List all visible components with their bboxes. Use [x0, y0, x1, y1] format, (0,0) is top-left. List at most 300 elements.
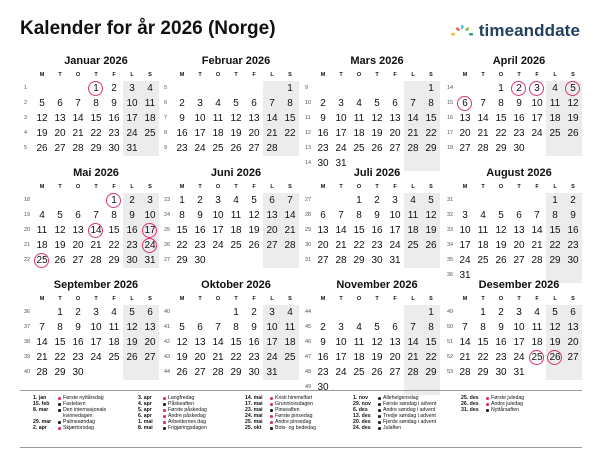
calendar-day[interactable]: 30: [495, 367, 507, 378]
calendar-day[interactable]: 20: [248, 128, 260, 139]
calendar-day[interactable]: 3: [534, 83, 540, 94]
calendar-day[interactable]: 26: [176, 367, 188, 378]
calendar-day[interactable]: 16: [126, 225, 138, 236]
calendar-day[interactable]: 20: [266, 225, 278, 236]
calendar-day[interactable]: 12: [495, 225, 507, 236]
calendar-day[interactable]: 14: [459, 337, 471, 348]
calendar-day[interactable]: 3: [93, 307, 99, 318]
calendar-day[interactable]: 10: [90, 322, 102, 333]
calendar-day[interactable]: 22: [90, 128, 102, 139]
calendar-day[interactable]: 11: [549, 98, 561, 109]
calendar-day[interactable]: 24: [335, 143, 347, 154]
calendar-day[interactable]: 26: [371, 367, 383, 378]
calendar-day[interactable]: 9: [570, 210, 576, 221]
calendar-day[interactable]: 24: [212, 240, 224, 251]
calendar-day[interactable]: 9: [75, 322, 81, 333]
calendar-day[interactable]: 2: [179, 98, 185, 109]
calendar-day[interactable]: 30: [513, 143, 525, 154]
calendar-day[interactable]: 7: [462, 322, 468, 333]
calendar-day[interactable]: 19: [36, 128, 48, 139]
calendar-day[interactable]: 31: [335, 158, 347, 169]
calendar-day[interactable]: 25: [531, 352, 543, 363]
calendar-day[interactable]: 12: [36, 113, 48, 124]
calendar-day[interactable]: 15: [54, 337, 66, 348]
calendar-day[interactable]: 25: [284, 352, 296, 363]
calendar-day[interactable]: 2: [129, 195, 135, 206]
calendar-day[interactable]: 17: [459, 240, 471, 251]
calendar-day[interactable]: 21: [459, 352, 471, 363]
calendar-day[interactable]: 3: [392, 195, 398, 206]
calendar-day[interactable]: 16: [248, 337, 260, 348]
calendar-day[interactable]: 20: [317, 240, 329, 251]
calendar-day[interactable]: 1: [428, 83, 434, 94]
calendar-day[interactable]: 28: [266, 143, 278, 154]
calendar-day[interactable]: 16: [317, 352, 329, 363]
calendar-day[interactable]: 25: [477, 255, 489, 266]
calendar-day[interactable]: 22: [176, 240, 188, 251]
calendar-day[interactable]: 16: [108, 113, 120, 124]
calendar-day[interactable]: 11: [284, 322, 296, 333]
calendar-day[interactable]: 26: [549, 352, 561, 363]
calendar-day[interactable]: 28: [459, 367, 471, 378]
calendar-day[interactable]: 12: [549, 322, 561, 333]
calendar-day[interactable]: 19: [371, 128, 383, 139]
calendar-day[interactable]: 12: [371, 337, 383, 348]
calendar-day[interactable]: 4: [410, 195, 416, 206]
calendar-day[interactable]: 19: [371, 352, 383, 363]
calendar-day[interactable]: 12: [248, 210, 260, 221]
calendar-day[interactable]: 29: [176, 255, 188, 266]
calendar-day[interactable]: 3: [269, 307, 275, 318]
calendar-day[interactable]: 5: [498, 210, 504, 221]
calendar-day[interactable]: 2: [516, 83, 522, 94]
calendar-day[interactable]: 23: [567, 240, 579, 251]
calendar-day[interactable]: 13: [513, 225, 525, 236]
calendar-day[interactable]: 17: [389, 225, 401, 236]
calendar-day[interactable]: 7: [93, 210, 99, 221]
calendar-day[interactable]: 7: [215, 322, 221, 333]
calendar-day[interactable]: 8: [552, 210, 558, 221]
calendar-day[interactable]: 19: [248, 225, 260, 236]
calendar-day[interactable]: 14: [90, 225, 102, 236]
calendar-day[interactable]: 28: [36, 367, 48, 378]
calendar-day[interactable]: 16: [513, 113, 525, 124]
calendar-day[interactable]: 11: [353, 337, 365, 348]
calendar-day[interactable]: 11: [230, 210, 242, 221]
calendar-day[interactable]: 18: [407, 225, 419, 236]
calendar-day[interactable]: 27: [248, 143, 260, 154]
calendar-day[interactable]: 18: [531, 337, 543, 348]
calendar-day[interactable]: 18: [108, 337, 120, 348]
calendar-day[interactable]: 12: [230, 113, 242, 124]
calendar-day[interactable]: 23: [248, 352, 260, 363]
calendar-day[interactable]: 10: [459, 225, 471, 236]
calendar-day[interactable]: 1: [233, 307, 239, 318]
calendar-day[interactable]: 10: [531, 98, 543, 109]
calendar-day[interactable]: 12: [371, 113, 383, 124]
calendar-day[interactable]: 15: [425, 113, 437, 124]
calendar-day[interactable]: 2: [197, 195, 203, 206]
calendar-day[interactable]: 20: [513, 240, 525, 251]
calendar-day[interactable]: 19: [54, 240, 66, 251]
calendar-day[interactable]: 28: [407, 367, 419, 378]
calendar-day[interactable]: 7: [39, 322, 45, 333]
calendar-day[interactable]: 6: [75, 210, 81, 221]
calendar-day[interactable]: 15: [549, 225, 561, 236]
calendar-day[interactable]: 10: [212, 210, 224, 221]
calendar-day[interactable]: 2: [75, 307, 81, 318]
calendar-day[interactable]: 6: [269, 195, 275, 206]
calendar-day[interactable]: 31: [389, 255, 401, 266]
calendar-day[interactable]: 8: [57, 322, 63, 333]
calendar-day[interactable]: 4: [534, 307, 540, 318]
calendar-day[interactable]: 21: [531, 240, 543, 251]
calendar-day[interactable]: 17: [144, 225, 156, 236]
calendar-day[interactable]: 21: [335, 240, 347, 251]
calendar-day[interactable]: 10: [194, 113, 206, 124]
calendar-day[interactable]: 24: [335, 367, 347, 378]
calendar-day[interactable]: 22: [230, 352, 242, 363]
calendar-day[interactable]: 6: [570, 307, 576, 318]
calendar-day[interactable]: 27: [389, 367, 401, 378]
calendar-day[interactable]: 7: [287, 195, 293, 206]
calendar-day[interactable]: 15: [108, 225, 120, 236]
calendar-day[interactable]: 24: [389, 240, 401, 251]
calendar-day[interactable]: 29: [549, 255, 561, 266]
calendar-day[interactable]: 30: [72, 367, 84, 378]
calendar-day[interactable]: 12: [54, 225, 66, 236]
calendar-day[interactable]: 13: [389, 113, 401, 124]
calendar-day[interactable]: 26: [567, 128, 579, 139]
calendar-day[interactable]: 30: [317, 382, 329, 393]
calendar-day[interactable]: 17: [266, 337, 278, 348]
calendar-day[interactable]: 12: [567, 98, 579, 109]
calendar-day[interactable]: 21: [266, 128, 278, 139]
calendar-day[interactable]: 16: [495, 337, 507, 348]
calendar-day[interactable]: 5: [374, 98, 380, 109]
calendar-day[interactable]: 15: [90, 113, 102, 124]
calendar-day[interactable]: 15: [230, 337, 242, 348]
calendar-day[interactable]: 13: [459, 113, 471, 124]
calendar-day[interactable]: 14: [531, 225, 543, 236]
calendar-day[interactable]: 7: [480, 98, 486, 109]
calendar-day[interactable]: 6: [320, 210, 326, 221]
calendar-day[interactable]: 26: [126, 352, 138, 363]
calendar-day[interactable]: 14: [36, 337, 48, 348]
calendar-day[interactable]: 1: [179, 195, 185, 206]
calendar-day[interactable]: 25: [549, 128, 561, 139]
calendar-day[interactable]: 14: [407, 337, 419, 348]
calendar-day[interactable]: 3: [516, 307, 522, 318]
calendar-day[interactable]: 15: [477, 337, 489, 348]
calendar-day[interactable]: 21: [72, 128, 84, 139]
calendar-day[interactable]: 3: [338, 322, 344, 333]
calendar-day[interactable]: 4: [552, 83, 558, 94]
calendar-day[interactable]: 21: [407, 352, 419, 363]
calendar-day[interactable]: 27: [389, 143, 401, 154]
calendar-day[interactable]: 21: [36, 352, 48, 363]
calendar-day[interactable]: 8: [428, 322, 434, 333]
calendar-day[interactable]: 19: [425, 225, 437, 236]
calendar-day[interactable]: 27: [194, 367, 206, 378]
calendar-day[interactable]: 13: [567, 322, 579, 333]
calendar-day[interactable]: 24: [266, 352, 278, 363]
calendar-day[interactable]: 15: [425, 337, 437, 348]
calendar-day[interactable]: 9: [374, 210, 380, 221]
calendar-day[interactable]: 12: [176, 337, 188, 348]
calendar-day[interactable]: 8: [179, 210, 185, 221]
calendar-day[interactable]: 8: [93, 98, 99, 109]
calendar-day[interactable]: 1: [111, 195, 117, 206]
calendar-day[interactable]: 9: [498, 322, 504, 333]
calendar-day[interactable]: 28: [531, 255, 543, 266]
calendar-day[interactable]: 29: [108, 255, 120, 266]
calendar-day[interactable]: 13: [72, 225, 84, 236]
calendar-day[interactable]: 19: [176, 352, 188, 363]
calendar-day[interactable]: 2: [320, 322, 326, 333]
calendar-day[interactable]: 6: [462, 98, 468, 109]
calendar-day[interactable]: 23: [126, 240, 138, 251]
calendar-day[interactable]: 5: [251, 195, 257, 206]
calendar-day[interactable]: 24: [531, 128, 543, 139]
calendar-day[interactable]: 13: [266, 210, 278, 221]
calendar-day[interactable]: 13: [317, 225, 329, 236]
calendar-day[interactable]: 30: [248, 367, 260, 378]
calendar-day[interactable]: 24: [513, 352, 525, 363]
calendar-day[interactable]: 28: [477, 143, 489, 154]
calendar-day[interactable]: 7: [410, 322, 416, 333]
calendar-day[interactable]: 22: [477, 352, 489, 363]
calendar-day[interactable]: 28: [212, 367, 224, 378]
calendar-day[interactable]: 22: [495, 128, 507, 139]
calendar-day[interactable]: 6: [197, 322, 203, 333]
calendar-day[interactable]: 2: [570, 195, 576, 206]
calendar-day[interactable]: 5: [129, 307, 135, 318]
calendar-day[interactable]: 23: [72, 352, 84, 363]
calendar-day[interactable]: 18: [353, 352, 365, 363]
calendar-day[interactable]: 5: [57, 210, 63, 221]
calendar-day[interactable]: 6: [516, 210, 522, 221]
calendar-day[interactable]: 9: [320, 113, 326, 124]
calendar-day[interactable]: 29: [230, 367, 242, 378]
calendar-day[interactable]: 16: [317, 128, 329, 139]
calendar-day[interactable]: 2: [251, 307, 257, 318]
calendar-day[interactable]: 18: [144, 113, 156, 124]
calendar-day[interactable]: 2: [111, 83, 117, 94]
calendar-day[interactable]: 17: [335, 128, 347, 139]
calendar-day[interactable]: 2: [374, 195, 380, 206]
calendar-day[interactable]: 16: [72, 337, 84, 348]
calendar-day[interactable]: 4: [287, 307, 293, 318]
calendar-day[interactable]: 28: [335, 255, 347, 266]
calendar-day[interactable]: 12: [126, 322, 138, 333]
calendar-day[interactable]: 29: [425, 143, 437, 154]
calendar-day[interactable]: 3: [147, 195, 153, 206]
calendar-day[interactable]: 21: [407, 128, 419, 139]
calendar-day[interactable]: 4: [356, 322, 362, 333]
calendar-day[interactable]: 15: [495, 113, 507, 124]
calendar-day[interactable]: 27: [317, 255, 329, 266]
calendar-day[interactable]: 14: [284, 210, 296, 221]
calendar-day[interactable]: 17: [126, 113, 138, 124]
calendar-day[interactable]: 11: [407, 210, 419, 221]
calendar-day[interactable]: 13: [389, 337, 401, 348]
calendar-day[interactable]: 25: [36, 255, 48, 266]
calendar-day[interactable]: 20: [567, 337, 579, 348]
calendar-day[interactable]: 30: [567, 255, 579, 266]
calendar-day[interactable]: 15: [284, 113, 296, 124]
calendar-day[interactable]: 3: [462, 210, 468, 221]
calendar-day[interactable]: 15: [176, 225, 188, 236]
calendar-day[interactable]: 9: [179, 113, 185, 124]
calendar-day[interactable]: 21: [284, 225, 296, 236]
calendar-day[interactable]: 16: [371, 225, 383, 236]
calendar-day[interactable]: 29: [425, 367, 437, 378]
calendar-day[interactable]: 26: [36, 143, 48, 154]
calendar-day[interactable]: 20: [459, 128, 471, 139]
calendar-day[interactable]: 29: [90, 143, 102, 154]
calendar-day[interactable]: 15: [353, 225, 365, 236]
calendar-day[interactable]: 10: [126, 98, 138, 109]
calendar-day[interactable]: 31: [266, 367, 278, 378]
calendar-day[interactable]: 22: [425, 128, 437, 139]
calendar-day[interactable]: 22: [425, 352, 437, 363]
calendar-day[interactable]: 23: [371, 240, 383, 251]
calendar-day[interactable]: 1: [287, 83, 293, 94]
calendar-day[interactable]: 27: [567, 352, 579, 363]
calendar-day[interactable]: 14: [266, 113, 278, 124]
calendar-day[interactable]: 13: [194, 337, 206, 348]
calendar-day[interactable]: 16: [194, 225, 206, 236]
calendar-day[interactable]: 26: [248, 240, 260, 251]
calendar-day[interactable]: 30: [126, 255, 138, 266]
calendar-day[interactable]: 10: [144, 210, 156, 221]
calendar-day[interactable]: 26: [425, 240, 437, 251]
calendar-day[interactable]: 5: [570, 83, 576, 94]
calendar-day[interactable]: 18: [549, 113, 561, 124]
calendar-day[interactable]: 1: [480, 307, 486, 318]
calendar-day[interactable]: 7: [269, 98, 275, 109]
calendar-day[interactable]: 22: [353, 240, 365, 251]
calendar-day[interactable]: 22: [549, 240, 561, 251]
calendar-day[interactable]: 4: [111, 307, 117, 318]
calendar-day[interactable]: 3: [338, 98, 344, 109]
calendar-day[interactable]: 19: [126, 337, 138, 348]
calendar-day[interactable]: 1: [498, 83, 504, 94]
calendar-day[interactable]: 4: [39, 210, 45, 221]
calendar-day[interactable]: 21: [212, 352, 224, 363]
calendar-day[interactable]: 9: [320, 337, 326, 348]
calendar-day[interactable]: 11: [144, 98, 156, 109]
calendar-day[interactable]: 30: [317, 158, 329, 169]
calendar-day[interactable]: 6: [251, 98, 257, 109]
calendar-day[interactable]: 23: [108, 128, 120, 139]
calendar-day[interactable]: 14: [72, 113, 84, 124]
calendar-day[interactable]: 11: [353, 113, 365, 124]
calendar-day[interactable]: 25: [212, 143, 224, 154]
calendar-day[interactable]: 6: [57, 98, 63, 109]
calendar-day[interactable]: 9: [197, 210, 203, 221]
calendar-day[interactable]: 7: [75, 98, 81, 109]
calendar-day[interactable]: 19: [549, 337, 561, 348]
calendar-day[interactable]: 10: [335, 113, 347, 124]
calendar-day[interactable]: 17: [194, 128, 206, 139]
calendar-day[interactable]: 26: [371, 143, 383, 154]
calendar-day[interactable]: 6: [147, 307, 153, 318]
calendar-day[interactable]: 4: [233, 195, 239, 206]
calendar-day[interactable]: 9: [516, 98, 522, 109]
calendar-day[interactable]: 19: [230, 128, 242, 139]
calendar-day[interactable]: 14: [212, 337, 224, 348]
calendar-day[interactable]: 2: [320, 98, 326, 109]
calendar-day[interactable]: 24: [144, 240, 156, 251]
calendar-day[interactable]: 20: [389, 128, 401, 139]
calendar-day[interactable]: 5: [179, 322, 185, 333]
calendar-day[interactable]: 17: [531, 113, 543, 124]
calendar-day[interactable]: 18: [477, 240, 489, 251]
calendar-day[interactable]: 5: [552, 307, 558, 318]
calendar-day[interactable]: 28: [407, 143, 419, 154]
calendar-day[interactable]: 4: [480, 210, 486, 221]
calendar-day[interactable]: 20: [72, 240, 84, 251]
calendar-day[interactable]: 29: [353, 255, 365, 266]
calendar-day[interactable]: 27: [144, 352, 156, 363]
calendar-day[interactable]: 16: [176, 128, 188, 139]
calendar-day[interactable]: 21: [477, 128, 489, 139]
calendar-day[interactable]: 14: [477, 113, 489, 124]
calendar-day[interactable]: 7: [534, 210, 540, 221]
calendar-day[interactable]: 11: [531, 322, 543, 333]
calendar-day[interactable]: 8: [428, 98, 434, 109]
calendar-day[interactable]: 10: [266, 322, 278, 333]
calendar-day[interactable]: 24: [126, 128, 138, 139]
calendar-day[interactable]: 20: [144, 337, 156, 348]
calendar-day[interactable]: 8: [356, 210, 362, 221]
calendar-day[interactable]: 19: [567, 113, 579, 124]
calendar-day[interactable]: 14: [407, 113, 419, 124]
calendar-day[interactable]: 8: [287, 98, 293, 109]
calendar-day[interactable]: 29: [495, 143, 507, 154]
calendar-day[interactable]: 23: [194, 240, 206, 251]
calendar-day[interactable]: 18: [212, 128, 224, 139]
calendar-day[interactable]: 31: [513, 367, 525, 378]
calendar-day[interactable]: 9: [129, 210, 135, 221]
calendar-day[interactable]: 13: [54, 113, 66, 124]
calendar-day[interactable]: 30: [371, 255, 383, 266]
calendar-day[interactable]: 25: [407, 240, 419, 251]
calendar-day[interactable]: 29: [54, 367, 66, 378]
calendar-day[interactable]: 18: [230, 225, 242, 236]
calendar-day[interactable]: 7: [338, 210, 344, 221]
calendar-day[interactable]: 16: [567, 225, 579, 236]
calendar-day[interactable]: 23: [317, 143, 329, 154]
calendar-day[interactable]: 13: [248, 113, 260, 124]
calendar-day[interactable]: 9: [251, 322, 257, 333]
calendar-day[interactable]: 4: [147, 83, 153, 94]
calendar-day[interactable]: 23: [495, 352, 507, 363]
calendar-day[interactable]: 24: [90, 352, 102, 363]
calendar-day[interactable]: 10: [389, 210, 401, 221]
calendar-day[interactable]: 8: [111, 210, 117, 221]
calendar-day[interactable]: 31: [459, 270, 471, 281]
calendar-day[interactable]: 20: [389, 352, 401, 363]
calendar-day[interactable]: 28: [72, 143, 84, 154]
calendar-day[interactable]: 4: [215, 98, 221, 109]
calendar-day[interactable]: 1: [356, 195, 362, 206]
calendar-day[interactable]: 3: [215, 195, 221, 206]
calendar-day[interactable]: 17: [90, 337, 102, 348]
calendar-day[interactable]: 1: [57, 307, 63, 318]
